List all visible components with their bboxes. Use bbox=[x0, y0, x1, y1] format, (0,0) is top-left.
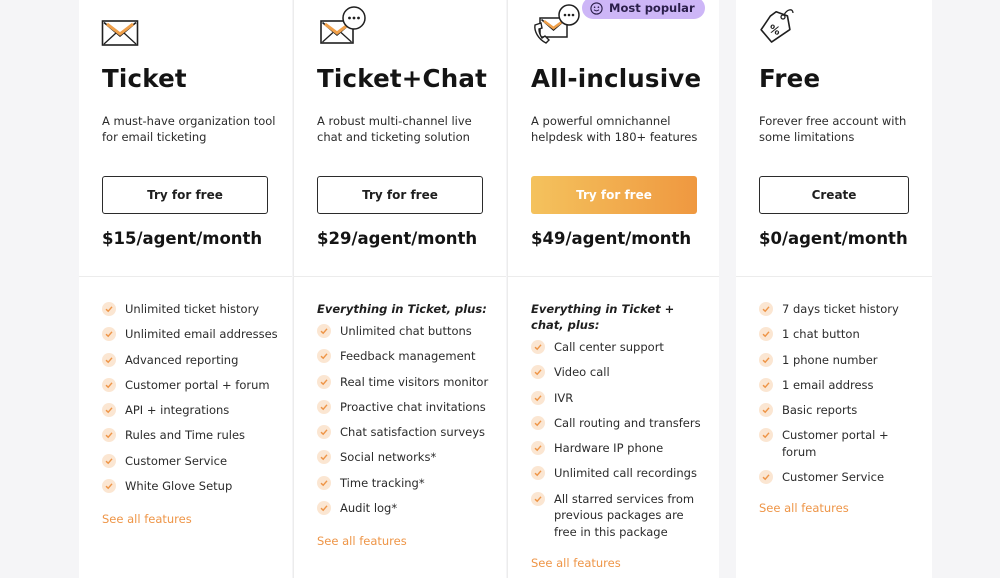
section-divider bbox=[79, 276, 292, 277]
feature-item: Audit log* bbox=[317, 500, 502, 517]
check-icon bbox=[531, 340, 545, 354]
feature-item: Time tracking* bbox=[317, 475, 502, 492]
plan-title: All-inclusive bbox=[531, 64, 702, 93]
check-icon bbox=[317, 450, 331, 464]
check-icon bbox=[317, 324, 331, 338]
feature-item: Advanced reporting bbox=[102, 352, 287, 369]
check-icon bbox=[102, 403, 116, 417]
plan-card-free bbox=[736, 0, 932, 578]
feature-item: IVR bbox=[531, 390, 706, 407]
feature-item: Social networks* bbox=[317, 449, 502, 466]
plan-title: Ticket+Chat bbox=[317, 64, 487, 93]
feature-item: White Glove Setup bbox=[102, 478, 287, 495]
badge-label: Most popular bbox=[609, 1, 695, 15]
check-icon bbox=[759, 378, 773, 392]
feature-item: Rules and Time rules bbox=[102, 427, 287, 444]
feature-item: Chat satisfaction surveys bbox=[317, 424, 502, 441]
see-all-features-link[interactable]: See all features bbox=[317, 534, 407, 548]
feature-item: Unlimited ticket history bbox=[102, 301, 287, 318]
includes-label: Everything in Ticket + chat, plus: bbox=[531, 302, 675, 332]
feature-item: 1 phone number bbox=[759, 352, 909, 369]
plan-card-ticket bbox=[79, 0, 292, 578]
plan-description: A robust multi-channel live chat and ticketing solution bbox=[317, 114, 472, 144]
feature-item: Unlimited call recordings bbox=[531, 465, 706, 482]
check-icon bbox=[759, 302, 773, 316]
svg-text:%: % bbox=[767, 22, 783, 39]
feature-item: Unlimited email addresses bbox=[102, 326, 287, 343]
feature-item: API + integrations bbox=[102, 402, 287, 419]
check-icon bbox=[102, 479, 116, 493]
check-icon bbox=[531, 391, 545, 405]
feature-item: 1 email address bbox=[759, 377, 909, 394]
plan-price: $0/agent/month bbox=[759, 229, 908, 248]
plan-card-ticket-chat bbox=[293, 0, 506, 578]
check-icon bbox=[531, 492, 545, 506]
section-divider bbox=[736, 276, 932, 277]
check-icon bbox=[759, 403, 773, 417]
plan-description: Forever free account with some limitations bbox=[759, 114, 907, 144]
smiley-icon bbox=[590, 2, 603, 15]
check-icon bbox=[317, 349, 331, 363]
plan-price: $29/agent/month bbox=[317, 229, 478, 248]
plan-description: A powerful omnichannel helpdesk with 180+ features bbox=[531, 114, 698, 144]
feature-item: Call center support bbox=[531, 339, 706, 356]
see-all-features-link[interactable]: See all features bbox=[531, 556, 621, 570]
check-icon bbox=[317, 375, 331, 389]
try-for-free-button[interactable]: Try for free bbox=[102, 176, 268, 214]
feature-item: Feedback management bbox=[317, 348, 502, 365]
see-all-features-link[interactable]: See all features bbox=[102, 512, 192, 526]
feature-item: Proactive chat invitations bbox=[317, 399, 502, 416]
price-tag-icon bbox=[757, 5, 799, 47]
check-icon bbox=[759, 428, 773, 442]
check-icon bbox=[102, 378, 116, 392]
feature-item: Basic reports bbox=[759, 402, 909, 419]
includes-label: Everything in Ticket, plus: bbox=[317, 302, 487, 316]
section-divider bbox=[294, 276, 506, 277]
try-for-free-button[interactable]: Try for free bbox=[531, 176, 697, 214]
feature-item: Unlimited chat buttons bbox=[317, 323, 502, 340]
try-for-free-button[interactable]: Try for free bbox=[317, 176, 483, 214]
see-all-features-link[interactable]: See all features bbox=[759, 501, 849, 515]
check-icon bbox=[317, 501, 331, 515]
section-divider bbox=[508, 276, 719, 277]
check-icon bbox=[102, 302, 116, 316]
plan-card-all-inclusive bbox=[507, 0, 719, 578]
check-icon bbox=[759, 327, 773, 341]
check-icon bbox=[531, 416, 545, 430]
plan-price: $15/agent/month bbox=[102, 229, 263, 248]
check-icon bbox=[102, 454, 116, 468]
feature-item: Hardware IP phone bbox=[531, 440, 706, 457]
check-icon bbox=[102, 327, 116, 341]
check-icon bbox=[531, 441, 545, 455]
feature-item: Customer portal + forum bbox=[759, 427, 909, 460]
feature-item: Video call bbox=[531, 364, 706, 381]
feature-item: All starred services from previous packages are free in this package bbox=[531, 491, 706, 541]
check-icon bbox=[102, 353, 116, 367]
plan-description: A must-have organization tool for email ticketing bbox=[102, 114, 276, 144]
check-icon bbox=[531, 466, 545, 480]
check-icon bbox=[317, 425, 331, 439]
plan-title: Ticket bbox=[102, 64, 187, 93]
feature-item: Customer Service bbox=[759, 469, 909, 486]
feature-list bbox=[531, 339, 706, 540]
create-account-button[interactable]: Create bbox=[759, 176, 909, 214]
check-icon bbox=[531, 365, 545, 379]
envelope-chat-icon bbox=[319, 5, 369, 47]
phone-envelope-chat-icon bbox=[532, 3, 586, 47]
feature-list bbox=[317, 323, 502, 517]
feature-item: Customer portal + forum bbox=[102, 377, 287, 394]
envelope-icon bbox=[101, 10, 149, 50]
check-icon bbox=[317, 400, 331, 414]
plan-title: Free bbox=[759, 64, 821, 93]
check-icon bbox=[317, 476, 331, 490]
check-icon bbox=[102, 428, 116, 442]
most-popular-badge bbox=[582, 0, 705, 19]
feature-item: Real time visitors monitor bbox=[317, 374, 502, 391]
feature-item: 7 days ticket history bbox=[759, 301, 909, 318]
check-icon bbox=[759, 470, 773, 484]
feature-item: 1 chat button bbox=[759, 326, 909, 343]
plan-price: $49/agent/month bbox=[531, 229, 692, 248]
feature-item: Call routing and transfers bbox=[531, 415, 706, 432]
check-icon bbox=[759, 353, 773, 367]
feature-item: Customer Service bbox=[102, 453, 287, 470]
feature-list bbox=[102, 301, 287, 495]
feature-list bbox=[759, 301, 909, 486]
